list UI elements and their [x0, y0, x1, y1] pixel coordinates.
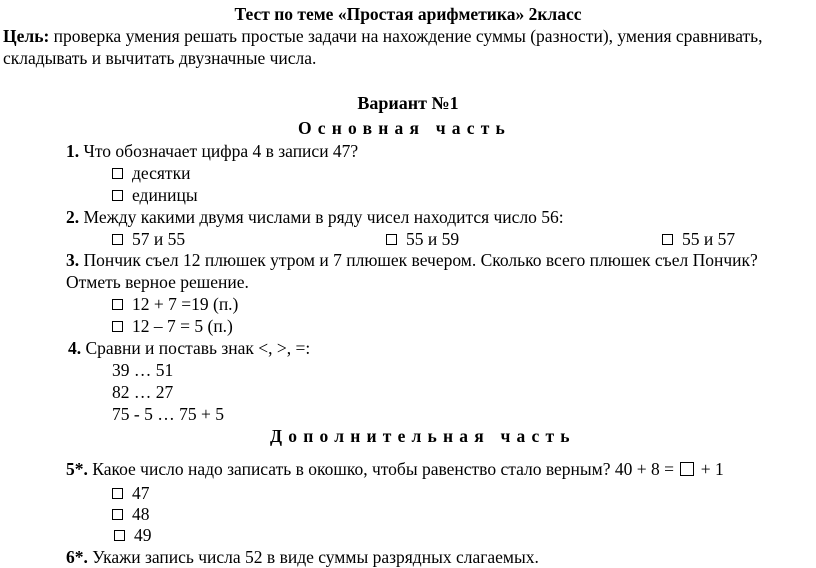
compare-item: 75 - 5 … 75 + 5 [112, 404, 224, 424]
checkbox[interactable] [112, 190, 123, 201]
question-text: Какое число надо записать в окошко, чтобы равенство стало верным? 40 + 8 = [87, 459, 674, 479]
option-row[interactable] [112, 162, 190, 184]
question-text: Сравни и поставь знак <, >, =: [81, 338, 311, 358]
main-section-heading: Основная часть [298, 118, 511, 138]
goal-label: Цель: [3, 26, 50, 46]
option-row[interactable] [112, 503, 150, 525]
checkbox[interactable] [112, 488, 123, 499]
checkbox[interactable] [112, 509, 123, 520]
checkbox[interactable] [386, 234, 397, 245]
question-number: 6*. [66, 547, 88, 567]
question-3-instruction: Отметь верное решение. [66, 272, 249, 292]
option-row[interactable] [112, 184, 198, 206]
checkbox[interactable] [662, 234, 673, 245]
checkbox[interactable] [114, 530, 125, 541]
option-row[interactable] [112, 293, 238, 315]
option-row[interactable] [112, 482, 150, 504]
option-label: 48 [132, 504, 150, 524]
option-row[interactable] [112, 315, 233, 337]
option-label: 49 [134, 525, 152, 545]
option-row[interactable] [386, 228, 459, 250]
option-row[interactable] [662, 228, 735, 250]
question-number: 3. [66, 250, 80, 270]
option-label: 55 и 57 [682, 229, 736, 249]
option-label: 55 и 59 [406, 229, 460, 249]
question-4 [68, 337, 310, 359]
checkbox[interactable] [112, 321, 123, 332]
extra-section-heading: Дополнительная часть [270, 426, 576, 446]
checkbox[interactable] [112, 168, 123, 179]
option-label: 57 и 55 [132, 229, 186, 249]
option-row[interactable] [112, 228, 185, 250]
option-label: единицы [132, 185, 198, 205]
option-label: 12 + 7 =19 (п.) [132, 294, 239, 314]
answer-box[interactable] [680, 462, 694, 476]
goal-paragraph [3, 25, 813, 69]
question-text: Укажи запись числа 52 в виде суммы разрядных слагаемых. [87, 547, 539, 567]
question-text: Пончик съел 12 плюшек утром и 7 плюшек вечером. Сколько всего плюшек съел Пончик? [79, 250, 758, 270]
question-text: Между какими двумя числами в ряду чисел находится число 56: [79, 207, 564, 227]
goal-text: проверка умения решать простые задачи на нахождение суммы (разности), умения сравнивать, складывать и вычитать двузначные числа. [3, 26, 763, 68]
question-number: 1. [66, 141, 80, 161]
option-label: 12 – 7 = 5 (п.) [132, 316, 233, 336]
question-3 [66, 249, 758, 271]
compare-item: 39 … 51 [112, 360, 174, 380]
checkbox[interactable] [112, 234, 123, 245]
checkbox[interactable] [112, 299, 123, 310]
option-label: 47 [132, 483, 150, 503]
option-row[interactable] [114, 524, 152, 546]
option-label: десятки [132, 163, 191, 183]
question-number: 2. [66, 207, 80, 227]
question-6 [66, 546, 539, 568]
question-number: 5*. [66, 459, 88, 479]
question-text-after: + 1 [696, 459, 724, 479]
question-2 [66, 206, 564, 228]
compare-item: 82 … 27 [112, 382, 174, 402]
question-number: 4. [68, 338, 82, 358]
question-5 [66, 458, 724, 480]
variant-heading: Вариант №1 [357, 93, 459, 113]
question-text: Что обозначает цифра 4 в записи 47? [79, 141, 359, 161]
question-1 [66, 140, 358, 162]
page-title: Тест по теме «Простая арифметика» 2класс [234, 4, 582, 24]
